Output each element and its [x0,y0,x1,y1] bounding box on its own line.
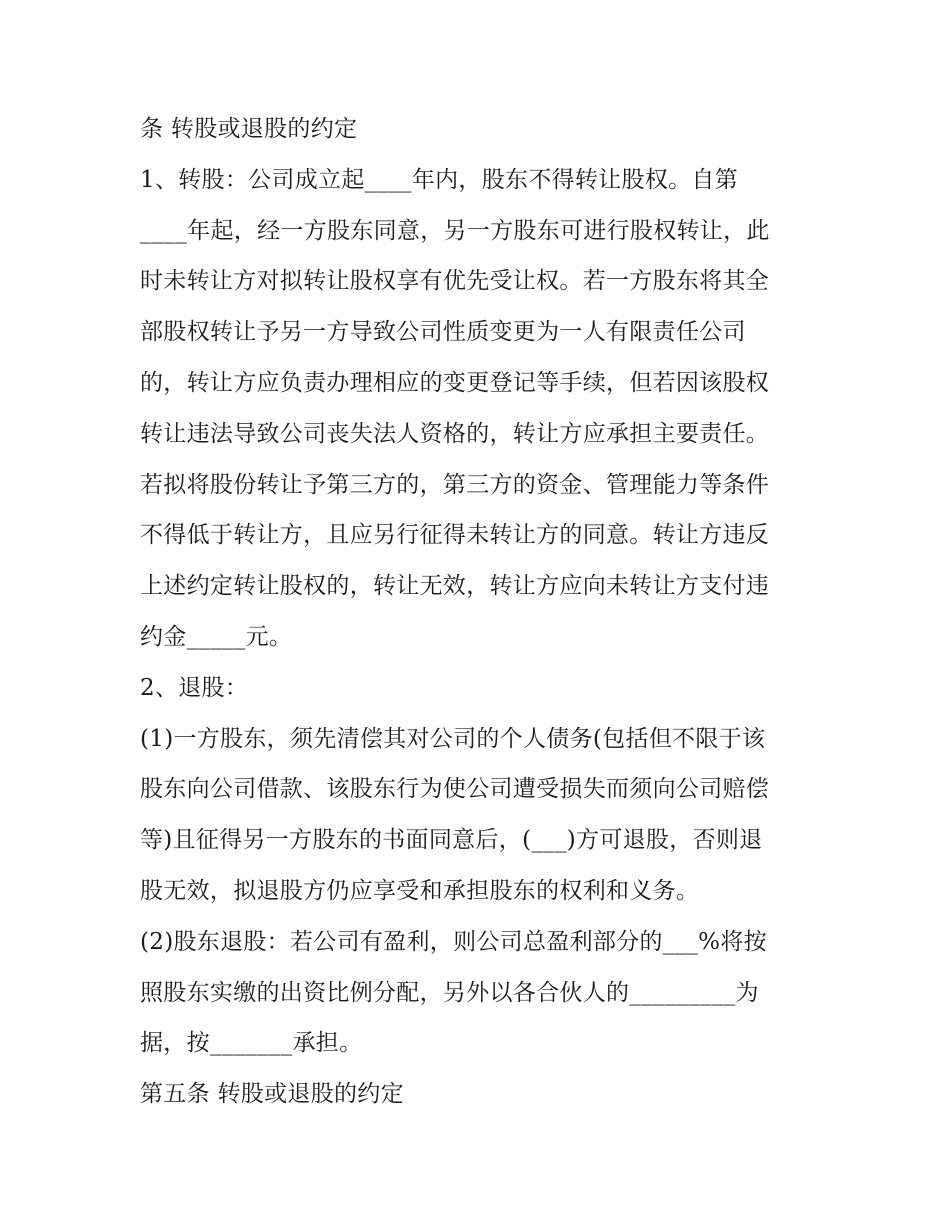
paragraph-line: 1、转股：公司成立起____年内，股东不得转让股权。自第 [140,166,739,193]
paragraph-line: 时未转让方对拟转让股权享有优先受让权。若一方股东将其全 [140,268,770,295]
paragraph-line: (1)一方股东，须先清偿其对公司的个人债务(包括但不限于该 [140,725,766,752]
paragraph-line: 若拟将股份转让予第三方的，第三方的资金、管理能力等条件 [140,471,770,498]
paragraph-line: 股东向公司借款、该股东行为使公司遭受损失而须向公司赔偿 [140,776,770,803]
paragraph-line: 不得低于转让方，且应另行征得未转让方的同意。转让方违反 [140,522,770,549]
paragraph-line: 上述约定转让股权的，转让无效，转让方应向未转让方支付违 [140,573,770,600]
paragraph-line: 约金_____元。 [140,623,293,650]
paragraph-line: 照股东实缴的出资比例分配，另外以各合伙人的_________为 [140,979,759,1006]
document-body [140,104,812,1120]
paragraph-line: 转让违法导致公司丧失法人资格的，转让方应承担主要责任。 [140,420,770,447]
section-heading: 条 转股或退股的约定 [140,116,358,142]
section-heading: 第五条 转股或退股的约定 [140,1081,404,1108]
paragraph-line: ____年起，经一方股东同意，另一方股东可进行股权转让，此 [140,217,770,244]
subsection-heading: 2、退股： [140,674,249,701]
paragraph-line: 据，按_______承担。 [140,1030,363,1057]
paragraph-line: 等)且征得另一方股东的书面同意后，(___)方可退股，否则退 [140,827,763,854]
paragraph-line: 的，转让方应负责办理相应的变更登记等手续，但若因该股权 [140,369,770,396]
paragraph-line: 部股权转让予另一方导致公司性质变更为一人有限责任公司 [140,319,746,346]
paragraph-line: 股无效，拟退股方仍应享受和承担股东的权利和义务。 [140,877,700,904]
paragraph-line: (2)股东退股：若公司有盈利，则公司总盈利部分的___%将按 [140,928,767,955]
